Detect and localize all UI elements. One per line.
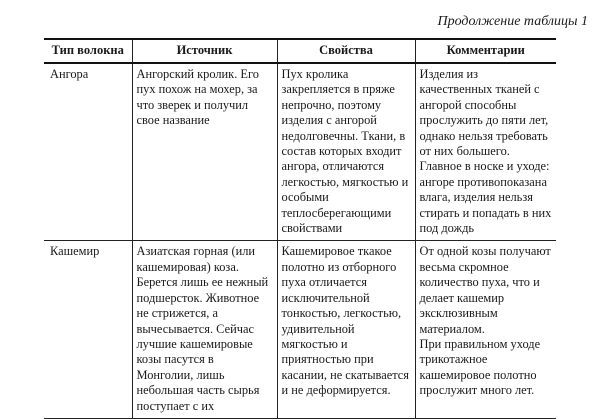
comment-paragraph: От одной козы получают весьма скромное количество пуха, что и делает кашемир эксклюзивным материалом. xyxy=(419,244,551,336)
fiber-properties: Кашемировое ткакое полотно из отборного пуха отличается исключительной тонкостью, легкостью, удивительной мягкостью и приятностью при касании, не скатывается и не деформируется. xyxy=(277,241,415,418)
fiber-name: Ангора xyxy=(44,63,132,241)
header-source: Источник xyxy=(132,39,277,63)
fiber-table xyxy=(44,38,556,419)
fiber-comments xyxy=(415,63,556,241)
table-caption: Продолжение таблицы 1 xyxy=(437,14,588,29)
fiber-comments xyxy=(415,241,556,418)
comment-paragraph: Главное в носке и уходе: ангоре противопоказана влага, изделия нельзя стирать и попадать в них под дождь xyxy=(419,159,552,236)
comment-paragraph: Изделия из качественных тканей с ангорой способны прослужить до пяти лет, однако нельзя требовать от них большего. xyxy=(419,67,549,159)
table-row xyxy=(44,241,556,418)
header-comments: Комментарии xyxy=(415,39,556,63)
header-fiber-type: Тип волокна xyxy=(44,39,132,63)
fiber-source: Ангорский кролик. Его пух похож на мохер, за что зверек и получил свое название xyxy=(132,63,277,241)
table-header-row xyxy=(44,39,556,63)
fiber-properties: Пух кролика закрепляется в пряже непрочно, поэтому изделия с ангорой недолговечны. Ткани, в состав которых входит ангора, отличаются легкостью, мягкостью и особыми теплосберегающими свойствами xyxy=(277,63,415,241)
fiber-source: Азиатская горная (или кашемировая) коза. Берется лишь ее нежный подшерсток. Животное не стрижется, а вычесывается. Сейчас лучшие кашемировые козы пасутся в Монголии, лишь небольшая часть сырья поступает с их xyxy=(132,241,277,418)
header-properties: Свойства xyxy=(277,39,415,63)
fiber-name: Кашемир xyxy=(44,241,132,418)
comment-paragraph: При правильном уходе трикотажное кашемировое полотно прослужит много лет. xyxy=(419,336,541,398)
table-row xyxy=(44,63,556,241)
